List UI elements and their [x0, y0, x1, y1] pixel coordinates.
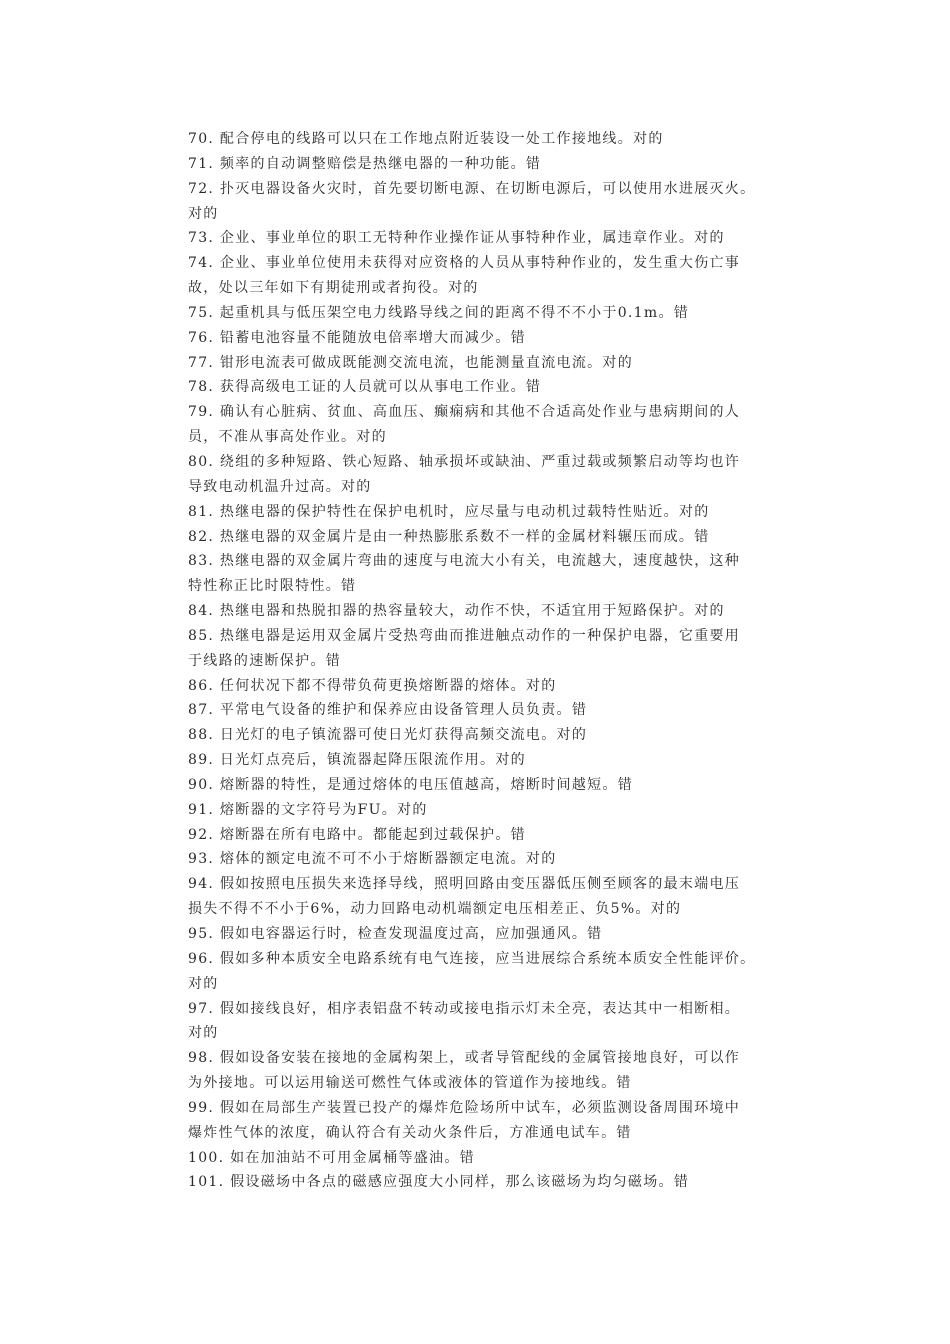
question-item [188, 450, 808, 500]
question-line: 100. 如在加油站不可用金属桶等盛油。错 [188, 1149, 475, 1166]
question-item [188, 152, 808, 177]
question-line: 于线路的速断保护。错 [188, 652, 341, 669]
question-line: 92. 熔断器在所有电路中。都能起到过载保护。错 [188, 826, 526, 843]
question-item [188, 1146, 808, 1171]
question-line: 101. 假设磁场中各点的磁感应强度大小同样，那么该磁场为均匀磁场。错 [188, 1174, 690, 1191]
question-line: 为外接地。可以运用输送可燃性气体或液体的管道作为接地线。错 [188, 1075, 632, 1092]
question-item [188, 872, 808, 922]
question-line: 98. 假如设备安装在接地的金属构架上，或者导管配线的金属管接地良好，可以作 [188, 1050, 741, 1067]
question-item [188, 1096, 808, 1146]
question-item [188, 326, 808, 351]
question-item [188, 375, 808, 400]
question-line: 损失不得不不小于6%，动力回路电动机端额定电压相差正、负5%。对的 [188, 901, 682, 918]
question-item [188, 226, 808, 251]
question-line: 78. 获得高级电工证的人员就可以从事电工作业。错 [188, 379, 542, 396]
question-item [188, 723, 808, 748]
question-line: 83. 热继电器的双金属片弯曲的速度与电流大小有关，电流越大，速度越快，这种 [188, 553, 741, 570]
question-item [188, 351, 808, 376]
question-line: 96. 假如多种本质安全电路系统有电气连接，应当进展综合系统本质安全性能评价。 [188, 950, 756, 967]
question-item [188, 823, 808, 848]
question-item [188, 698, 808, 723]
question-item [188, 127, 808, 152]
question-item [188, 847, 808, 872]
question-item [188, 500, 808, 525]
question-item [188, 624, 808, 674]
question-line: 79. 确认有心脏病、贫血、高血压、癫痫病和其他不合适高处作业与患病期间的人 [188, 404, 741, 421]
question-line: 86. 任何状况下都不得带负荷更换熔断器的熔体。对的 [188, 677, 557, 694]
question-line: 99. 假如在局部生产装置已投产的爆炸危险场所中试车，必须监测设备周围环境中 [188, 1099, 741, 1116]
question-line: 91. 熔断器的文字符号为FU。对的 [188, 801, 428, 818]
question-line: 对的 [188, 975, 219, 992]
question-line: 导致电动机温升过高。对的 [188, 478, 372, 495]
question-line: 特性称正比时限特性。错 [188, 578, 357, 595]
question-line: 72. 扑灭电器设备火灾时，首先要切断电源、在切断电源后，可以使用水进展灭火。 [188, 180, 756, 197]
question-line: 对的 [188, 1025, 219, 1042]
question-item [188, 177, 808, 227]
question-item [188, 997, 808, 1047]
question-line: 71. 频率的自动调整赔偿是热继电器的一种功能。错 [188, 155, 542, 172]
question-line: 93. 熔体的额定电流不可不小于熔断器额定电流。对的 [188, 851, 557, 868]
question-item [188, 599, 808, 624]
question-line: 80. 绕组的多种短路、铁心短路、轴承损坏或缺油、严重过载或频繁启动等均也许 [188, 453, 741, 470]
question-line: 对的 [188, 205, 219, 222]
question-line: 73. 企业、事业单位的职工无特种作业操作证从事特种作业，属违章作业。对的 [188, 230, 725, 247]
question-line: 97. 假如接线良好，相序表铝盘不转动或接电指示灯未全亮，表达其中一相断相。 [188, 1000, 741, 1017]
question-item [188, 400, 808, 450]
question-line: 87. 平常电气设备的维护和保养应由设备管理人员负责。错 [188, 702, 588, 719]
question-item [188, 549, 808, 599]
question-item [188, 947, 808, 997]
question-item [188, 1170, 808, 1195]
question-item [188, 1046, 808, 1096]
question-item [188, 301, 808, 326]
question-line: 爆炸性气体的浓度，确认符合有关动火条件后，方准通电试车。错 [188, 1124, 632, 1141]
question-line: 76. 铅蓄电池容量不能随放电倍率增大而减少。错 [188, 329, 526, 346]
question-line: 95. 假如电容器运行时，检查发现温度过高，应加强通风。错 [188, 926, 603, 942]
question-line: 84. 热继电器和热脱扣器的热容量较大，动作不快，不适宜用于短路保护。对的 [188, 603, 725, 620]
question-item [188, 922, 808, 947]
question-list [188, 127, 808, 1195]
question-line: 90. 熔断器的特性，是通过熔体的电压值越高，熔断时间越短。错 [188, 776, 634, 793]
question-line: 94. 假如按照电压损失来选择导线，照明回路由变压器低压侧至顾客的最末端电压 [188, 876, 741, 893]
question-line: 75. 起重机具与低压架空电力线路导线之间的距离不得不不小于0.1m。错 [188, 304, 690, 321]
question-item [188, 773, 808, 798]
question-line: 85. 热继电器是运用双金属片受热弯曲而推进触点动作的一种保护电器，它重要用 [188, 627, 741, 644]
question-item [188, 798, 808, 823]
question-line: 77. 钳形电流表可做成既能测交流电流，也能测量直流电流。对的 [188, 354, 634, 371]
question-item [188, 748, 808, 773]
question-item [188, 525, 808, 550]
question-item [188, 674, 808, 699]
question-line: 74. 企业、事业单位使用未获得对应资格的人员从事特种作业的，发生重大伤亡事 [188, 255, 741, 272]
question-line: 82. 热继电器的双金属片是由一种热膨胀系数不一样的金属材料辗压而成。错 [188, 528, 710, 545]
question-line: 70. 配合停电的线路可以只在工作地点附近装设一处工作接地线。对的 [188, 131, 664, 147]
question-line: 81. 热继电器的保护特性在保护电机时，应尽量与电动机过载特性贴近。对的 [188, 503, 710, 520]
question-line: 故，处以三年如下有期徒刑或者拘役。对的 [188, 280, 479, 297]
question-line: 员，不准从事高处作业。对的 [188, 429, 387, 446]
question-line: 88. 日光灯的电子镇流器可使日光灯获得高频交流电。对的 [188, 727, 588, 744]
question-line: 89. 日光灯点亮后，镇流器起降压限流作用。对的 [188, 752, 526, 769]
question-item [188, 251, 808, 301]
